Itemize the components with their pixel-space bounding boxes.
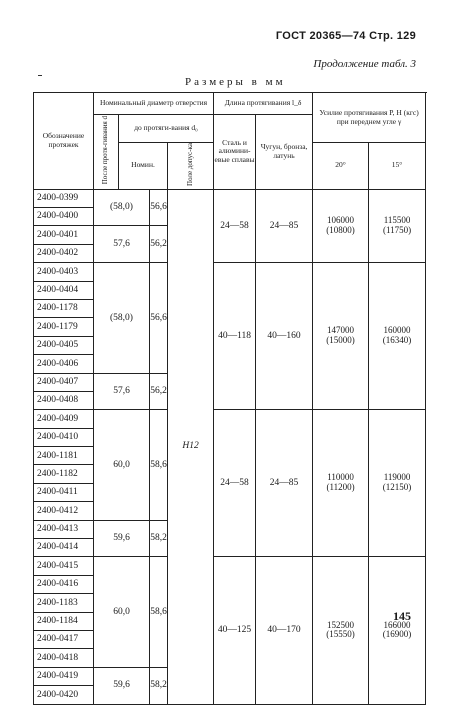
before-diameter-cell: 58,2: [150, 520, 168, 557]
designation-cell: 2400-1181: [34, 447, 94, 465]
designation-cell: 2400-0416: [34, 575, 94, 593]
designation-cell: 2400-0401: [34, 226, 94, 244]
after-diameter-cell: 59,6: [94, 667, 150, 704]
designation-cell: 2400-0419: [34, 667, 94, 685]
header-steel: Сталь и алюмини-евые сплавы: [214, 115, 256, 190]
standard-header: ГОСТ 20365—74 Стр. 129: [275, 30, 416, 42]
header-tolerance-field: Поле допус-ка: [168, 143, 214, 190]
force-20-cell: 110000 (11200): [313, 410, 369, 557]
designation-cell: 2400-0407: [34, 373, 94, 391]
after-diameter-cell: 59,6: [94, 520, 150, 557]
tolerance-cell: H12: [168, 189, 214, 704]
designation-cell: 2400-0409: [34, 410, 94, 428]
before-diameter-cell: 56,6: [150, 189, 168, 226]
designation-cell: 2400-0405: [34, 336, 94, 354]
header-nominal-diameter: Номинальный диаметр отверстия: [94, 93, 214, 115]
designation-cell: 2400-0417: [34, 630, 94, 648]
table-continuation-note: Продолжение табл. 3: [313, 58, 416, 70]
after-diameter-cell: 57,6: [94, 373, 150, 410]
designation-cell: 2400-0404: [34, 281, 94, 299]
designation-cell: 2400-0413: [34, 520, 94, 538]
before-diameter-cell: 58,2: [150, 667, 168, 704]
length-iron-cell: 40—160: [256, 263, 313, 410]
after-diameter-cell: (58,0): [94, 263, 150, 373]
header-iron: Чугун, бронза, латунь: [256, 115, 313, 190]
force-15-cell: 115500 (11750): [369, 189, 426, 263]
length-iron-cell: 24—85: [256, 189, 313, 263]
header-nominal: Номин.: [119, 143, 168, 190]
designation-cell: 2400-0412: [34, 502, 94, 520]
before-diameter-cell: 56,6: [150, 263, 168, 373]
designation-cell: 2400-1183: [34, 594, 94, 612]
length-steel-cell: 40—118: [214, 263, 256, 410]
force-20-cell: 147000 (15000): [313, 263, 369, 410]
header-angle-15: 15°: [369, 143, 426, 190]
header-angle-20: 20°: [313, 143, 369, 190]
force-20-cell: 152500 (15550): [313, 557, 369, 704]
before-diameter-cell: 56,2: [150, 226, 168, 263]
header-designation: Обозначение протяжек: [34, 93, 94, 190]
designation-cell: 2400-0415: [34, 557, 94, 575]
broach-dimensions-table: [33, 92, 426, 705]
designation-cell: 2400-0406: [34, 355, 94, 373]
force-15-cell: 160000 (16340): [369, 263, 426, 410]
designation-cell: 2400-0411: [34, 483, 94, 501]
length-steel-cell: 24—58: [214, 189, 256, 263]
header-length: Длина протягивания l_δ: [214, 93, 313, 115]
designation-cell: 2400-0408: [34, 391, 94, 409]
designation-cell: 2400-1179: [34, 318, 94, 336]
margin-mark: [38, 75, 42, 76]
designation-cell: 2400-0420: [34, 686, 94, 704]
after-diameter-cell: 57,6: [94, 226, 150, 263]
designation-cell: 2400-0400: [34, 207, 94, 225]
force-20-cell: 106000 (10800): [313, 189, 369, 263]
after-diameter-cell: 60,0: [94, 557, 150, 667]
header-after-broaching: После протя-гивания d: [94, 115, 119, 190]
after-diameter-cell: 60,0: [94, 410, 150, 520]
before-diameter-cell: 58,6: [150, 410, 168, 520]
page-number: 145: [393, 609, 411, 623]
designation-cell: 2400-0403: [34, 263, 94, 281]
designation-cell: 2400-0402: [34, 244, 94, 262]
length-steel-cell: 24—58: [214, 410, 256, 557]
header-force: Усилие протягивания P, Н (кгс) при переднем угле γ: [313, 93, 426, 143]
header-before-broaching: до протяги-вания d₀: [119, 115, 214, 143]
length-iron-cell: 24—85: [256, 410, 313, 557]
units-caption: Размеры в мм: [185, 76, 286, 88]
before-diameter-cell: 58,6: [150, 557, 168, 667]
before-diameter-cell: 56,2: [150, 373, 168, 410]
length-iron-cell: 40—170: [256, 557, 313, 704]
after-diameter-cell: (58,0): [94, 189, 150, 226]
designation-cell: 2400-0410: [34, 428, 94, 446]
length-steel-cell: 40—125: [214, 557, 256, 704]
designation-cell: 2400-0418: [34, 649, 94, 667]
designation-cell: 2400-0399: [34, 189, 94, 207]
designation-cell: 2400-1182: [34, 465, 94, 483]
designation-cell: 2400-1184: [34, 612, 94, 630]
designation-cell: 2400-0414: [34, 539, 94, 557]
designation-cell: 2400-1178: [34, 299, 94, 317]
force-15-cell: 119000 (12150): [369, 410, 426, 557]
force-15-cell: 166000 (16900): [369, 557, 426, 704]
